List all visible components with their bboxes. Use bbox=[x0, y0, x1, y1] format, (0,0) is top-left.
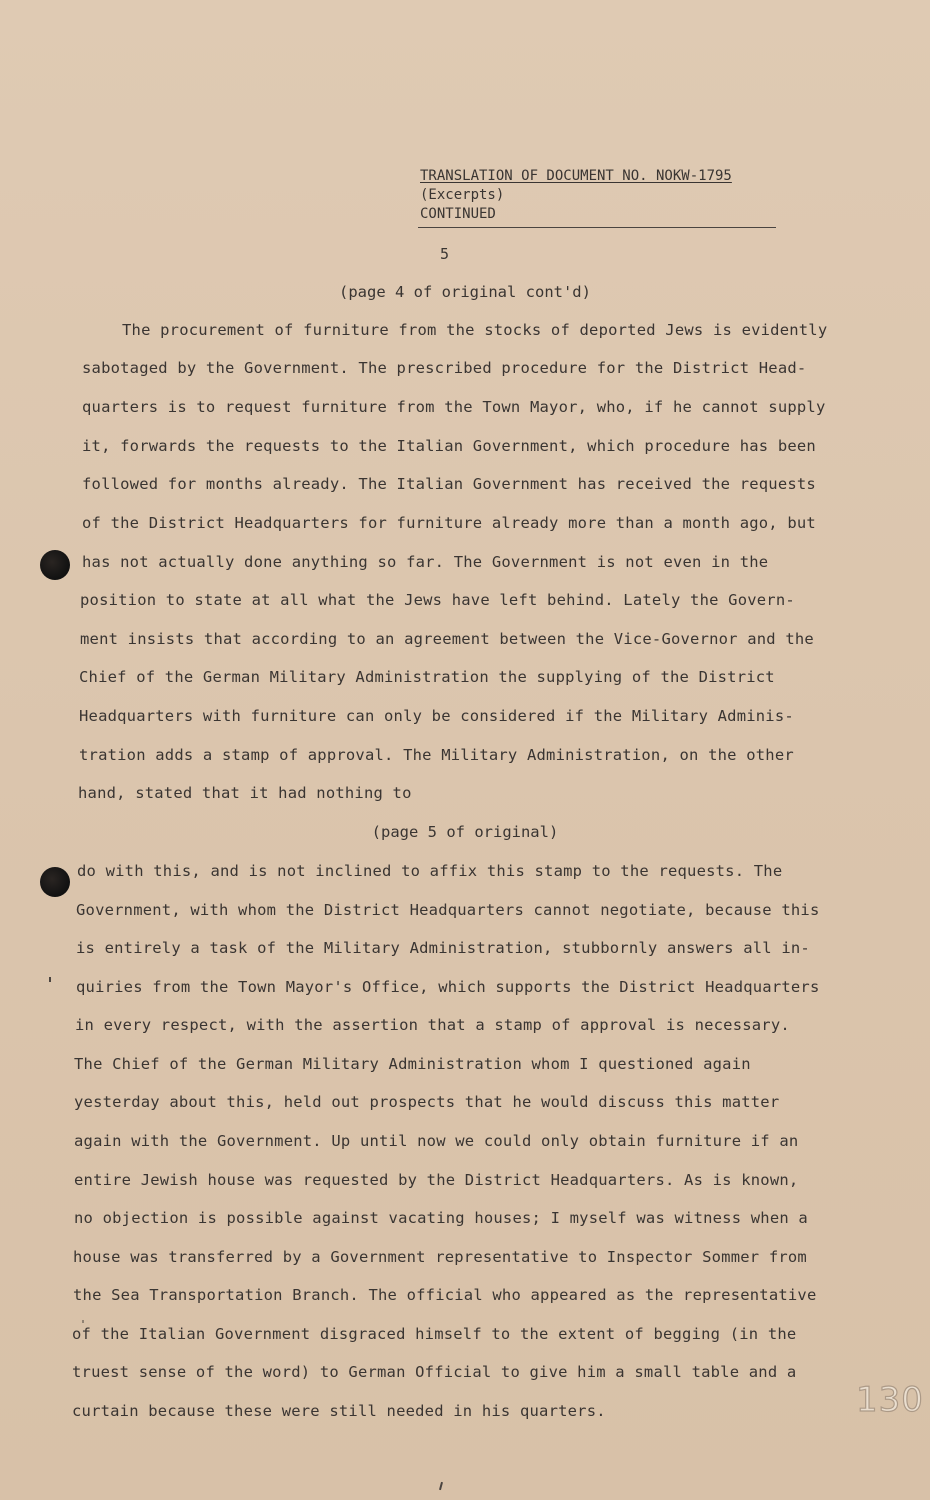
text-line: hand, stated that it had nothing to bbox=[78, 784, 412, 802]
text-line: do with this, and is not inclined to affix this stamp to the requests. The bbox=[77, 862, 783, 880]
document-title: TRANSLATION OF DOCUMENT NO. NOKW-1795 bbox=[420, 168, 732, 184]
text-line: the Sea Transportation Branch. The official who appeared as the representative bbox=[73, 1286, 817, 1304]
text-line: curtain because these were still needed in his quarters. bbox=[72, 1402, 606, 1420]
text-line: is entirely a task of the Military Administration, stubbornly answers all in- bbox=[76, 939, 810, 957]
text-line: in every respect, with the assertion that a stamp of approval is necessary. bbox=[75, 1016, 790, 1034]
text-line: has not actually done anything so far. The Government is not even in the bbox=[82, 553, 769, 571]
ink-speck bbox=[439, 1482, 443, 1490]
text-line: yesterday about this, held out prospects that he would discuss this matter bbox=[74, 1093, 780, 1111]
document-header bbox=[420, 167, 776, 224]
original-page-marker: (page 5 of original) bbox=[371, 823, 559, 841]
text-line: Headquarters with furniture can only be considered if the Military Adminis- bbox=[79, 707, 794, 725]
text-line: of the Italian Government disgraced himself to the extent of begging (in the bbox=[72, 1325, 797, 1343]
text-line: sabotaged by the Government. The prescribed procedure for the District Head- bbox=[82, 359, 807, 377]
text-line: house was transferred by a Government representative to Inspector Sommer from bbox=[73, 1248, 807, 1266]
text-line: quiries from the Town Mayor's Office, which supports the District Headquarters bbox=[76, 978, 820, 996]
text-line: tration adds a stamp of approval. The Military Administration, on the other bbox=[79, 746, 794, 764]
punch-hole bbox=[40, 550, 70, 580]
text-line: quarters is to request furniture from the Town Mayor, who, if he cannot supply bbox=[82, 398, 826, 416]
text-line: truest sense of the word) to German Official to give him a small table and a bbox=[72, 1363, 797, 1381]
punch-hole bbox=[40, 867, 70, 897]
text-line: position to state at all what the Jews have left behind. Lately the Govern- bbox=[80, 591, 795, 609]
text-line: no objection is possible against vacating houses; I myself was witness when a bbox=[74, 1209, 808, 1227]
text-line: of the District Headquarters for furniture already more than a month ago, but bbox=[82, 514, 816, 532]
text-line: Chief of the German Military Administration the supplying of the District bbox=[79, 668, 775, 686]
text-line: followed for months already. The Italian Government has received the requests bbox=[82, 475, 816, 493]
text-line: The Chief of the German Military Administration whom I questioned again bbox=[74, 1055, 751, 1073]
original-page-marker: (page 4 of original cont'd) bbox=[339, 283, 591, 301]
text-line: ment insists that according to an agreement between the Vice-Governor and the bbox=[80, 630, 814, 648]
header-rule bbox=[418, 227, 776, 228]
document-subtitle: (Excerpts) bbox=[420, 187, 505, 203]
ink-speck bbox=[82, 1320, 84, 1323]
text-line: entire Jewish house was requested by the District Headquarters. As is known, bbox=[74, 1171, 799, 1189]
ink-speck bbox=[49, 977, 51, 982]
text-line: The procurement of furniture from the stocks of deported Jews is evidently bbox=[122, 321, 828, 339]
text-line: it, forwards the requests to the Italian Government, which procedure has been bbox=[82, 437, 816, 455]
page-number: 5 bbox=[440, 245, 450, 263]
document-status: CONTINUED bbox=[420, 206, 496, 222]
text-line: again with the Government. Up until now we could only obtain furniture if an bbox=[74, 1132, 799, 1150]
folio-number: 130 bbox=[856, 1380, 924, 1420]
text-line: Government, with whom the District Headquarters cannot negotiate, because this bbox=[76, 901, 820, 919]
